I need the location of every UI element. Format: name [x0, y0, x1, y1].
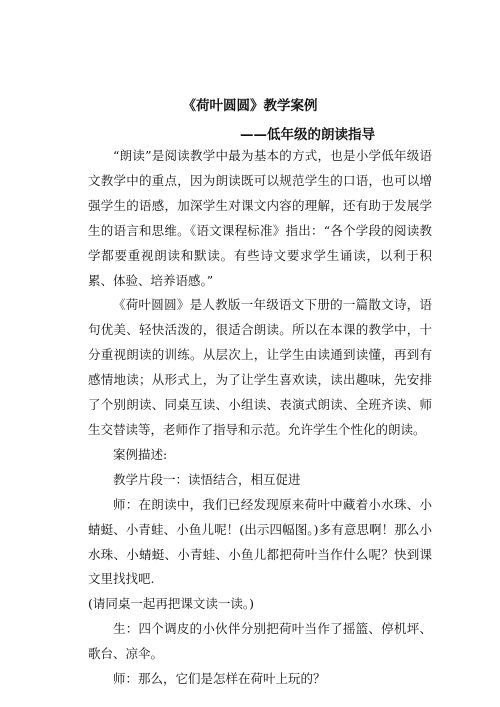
document-title: 《荷叶圆圆》教学案例	[182, 98, 318, 114]
paragraph: “朗读”是阅读教学中最为基本的方式，也是小学低年级语文教学中的重点，因为朗读既可以规范学生的口语，也可以增强学生的语感，加深学生对课文内容的理解，还有助于发展学生的语言和思维。《语文课程标准》指出：“各个学段的阅读教学都要重视朗读和默读。有些诗文要求学生诵读，以利于积累、体验、培养语感。”	[88, 148, 432, 288]
paragraph: 教学片段一：读悟结合，相互促进	[113, 471, 301, 487]
paragraph: 案例描述:	[113, 446, 168, 462]
paragraph: (请同桌一起再把课文读一读。)	[88, 596, 255, 612]
paragraph: 生：四个调皮的小伙伴分别把荷叶当作了摇篮、停机坪、歌台、凉伞。	[88, 621, 432, 662]
document-body	[88, 144, 432, 692]
document-subtitle: ——低年级的朗读指导	[240, 127, 375, 143]
paragraph: 师：在朗读中，我们已经发现原来荷叶中藏着小水珠、小蜻蜓、小青蛙、小鱼儿呢！(出示四幅图。)多有意思啊！那么小水珠、小蜻蜓、小青蛙、小鱼儿都把荷叶当作什么呢？快到课文里找找吧.	[88, 496, 432, 587]
paragraph: 师：那么，它们是怎样在荷叶上玩的？	[113, 671, 326, 687]
paragraph: 《荷叶圆圆》是人教版一年级语文下册的一篇散文诗，语句优美、轻快活泼的，很适合朗读。所以在本课的教学中，十分重视朗读的训练。从层次上，让学生由读通到读懂，再到有感情地读；从形式上，为了让学生喜欢读，读出趣味，先安排了个别朗读、同桌互读、小组读、表演式朗读、全班齐读、师生交替读等，老师作了指导和示范。允许学生个性化的朗读。	[88, 297, 432, 437]
